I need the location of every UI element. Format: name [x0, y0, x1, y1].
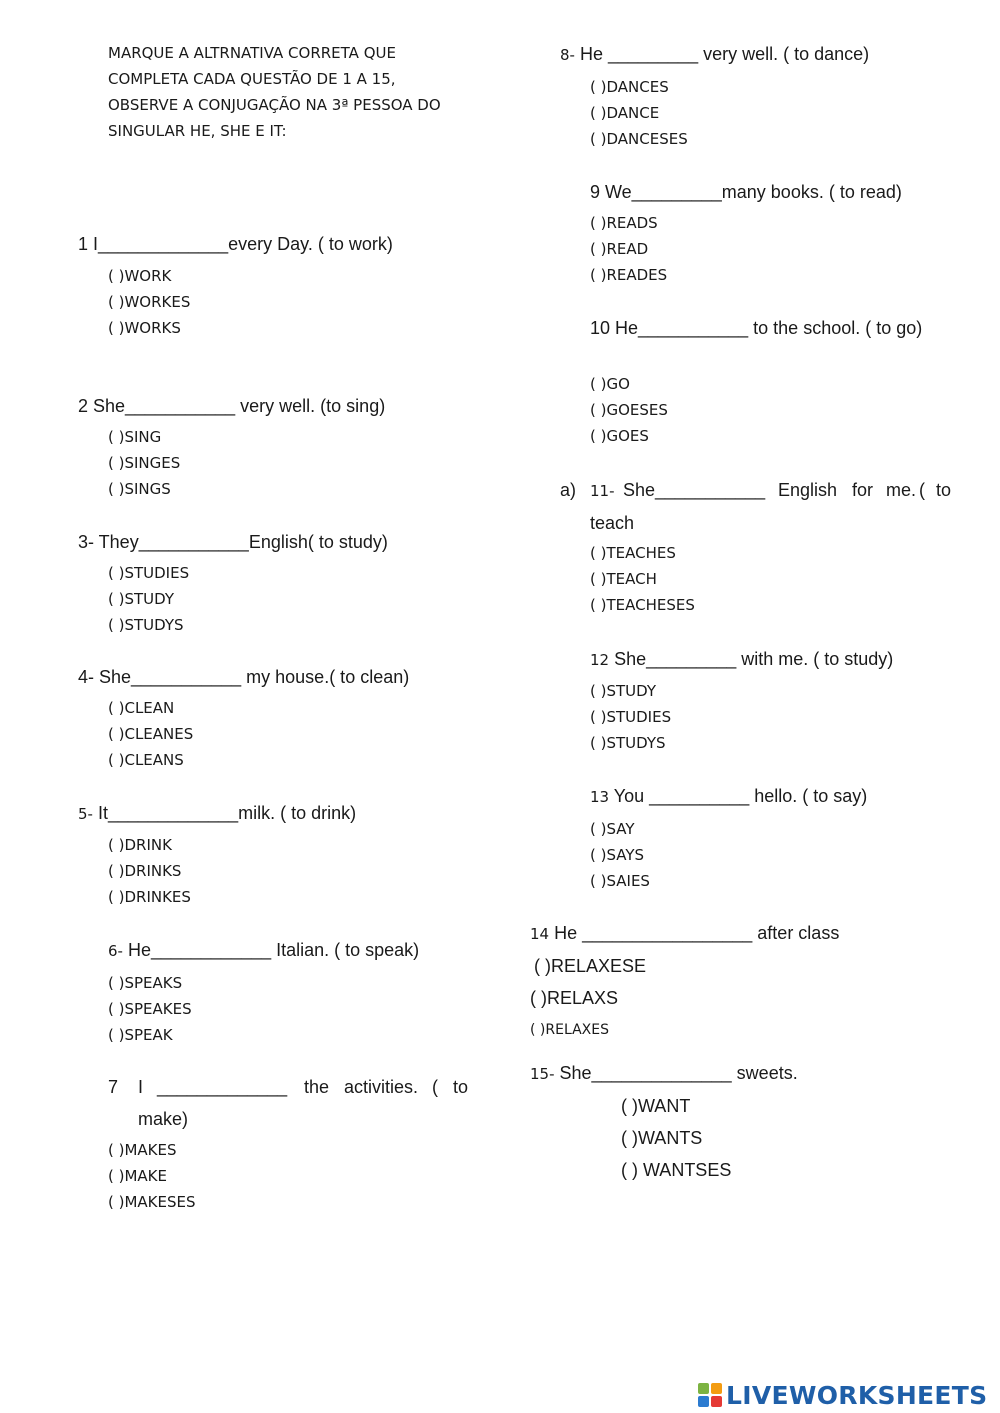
- question-11-number-text: 11-: [590, 482, 615, 500]
- question-4-option-clean[interactable]: ( )CLEAN: [108, 699, 175, 717]
- question-11-word-me: me.: [886, 480, 917, 500]
- question-15-text: [530, 1061, 798, 1086]
- question-13-option-saies[interactable]: ( )SAIES: [590, 872, 650, 890]
- question-8-option-dance[interactable]: ( )DANCE: [590, 104, 660, 122]
- question-9-option-reads[interactable]: ( )READS: [590, 214, 658, 232]
- question-7-paren: (: [432, 1077, 438, 1097]
- liveworksheets-brand-text: LIVEWORKSHEETS: [726, 1380, 988, 1410]
- question-5-text: [78, 801, 356, 826]
- question-10-option-go[interactable]: ( )GO: [590, 375, 630, 393]
- question-8-number: 8-: [560, 46, 575, 64]
- question-12-text: [590, 647, 893, 672]
- question-5-option-drinks[interactable]: ( )DRINKS: [108, 862, 182, 880]
- question-6-option-speakes[interactable]: ( )SPEAKES: [108, 1000, 192, 1018]
- question-13-sentence: You __________ hello. ( to say): [609, 786, 868, 806]
- question-13-option-says[interactable]: ( )SAYS: [590, 846, 645, 864]
- question-11-word-for: for: [852, 480, 874, 500]
- question-14-option-relaxese[interactable]: ( )RELAXESE: [534, 956, 647, 976]
- question-10-option-goes[interactable]: ( )GOES: [590, 427, 649, 445]
- question-8-sentence: He _________ very well. ( to dance): [574, 44, 870, 64]
- question-6-option-speaks[interactable]: ( )SPEAKS: [108, 974, 183, 992]
- question-13-number: 13: [590, 788, 610, 806]
- question-5-number: 5-: [78, 805, 93, 823]
- question-11-word-english: English: [778, 480, 838, 500]
- question-6-sentence: He____________ Italian. ( to speak): [122, 940, 420, 960]
- instructions-line-2: COMPLETA CADA QUESTÃO DE 1 A 15,: [108, 70, 396, 88]
- logo-square-blue: [698, 1396, 709, 1407]
- question-14-option-relaxes[interactable]: ( )RELAXES: [530, 1022, 609, 1038]
- question-15-option-want[interactable]: ( )WANT: [621, 1096, 691, 1116]
- instructions-line-1: MARQUE A ALTRNATIVA CORRETA QUE: [108, 44, 396, 62]
- question-2-option-sing[interactable]: ( )SING: [108, 428, 162, 446]
- question-1-text: 1 I_____________every Day. ( to work): [78, 234, 393, 254]
- question-1-option-work[interactable]: ( )WORK: [108, 267, 172, 285]
- question-15-sentence: She______________ sweets.: [554, 1063, 798, 1083]
- question-3-option-study[interactable]: ( )STUDY: [108, 590, 175, 608]
- instructions: [108, 40, 488, 144]
- question-8-text: [560, 42, 869, 67]
- question-3-option-studies[interactable]: ( )STUDIES: [108, 564, 190, 582]
- question-12-sentence: She_________ with me. ( to study): [609, 649, 894, 669]
- question-7-blank: _____________: [157, 1077, 288, 1097]
- question-15-option-wants[interactable]: ( )WANTS: [621, 1128, 703, 1148]
- question-14-sentence: He _________________ after class: [549, 923, 840, 943]
- question-15-option-wantses[interactable]: ( ) WANTSES: [621, 1160, 732, 1180]
- question-3-option-studys[interactable]: ( )STUDYS: [108, 616, 184, 634]
- question-7-word-activities: activities.: [344, 1077, 419, 1097]
- question-7-number: 7: [108, 1077, 119, 1097]
- question-12-option-study[interactable]: ( )STUDY: [590, 682, 657, 700]
- question-4-option-cleanes[interactable]: ( )CLEANES: [108, 725, 194, 743]
- question-6-option-speak[interactable]: ( )SPEAK: [108, 1026, 173, 1044]
- question-4-text: 4- She___________ my house.( to clean): [78, 667, 410, 687]
- question-6-text: [108, 938, 419, 963]
- question-11-blank: She___________: [623, 480, 766, 500]
- question-13-option-say[interactable]: ( )SAY: [590, 820, 635, 838]
- logo-square-orange: [711, 1383, 722, 1394]
- question-7-line-2: make): [138, 1109, 189, 1129]
- question-9-option-read[interactable]: ( )READ: [590, 240, 649, 258]
- question-11-number: [590, 478, 615, 503]
- question-10-option-goeses[interactable]: ( )GOESES: [590, 401, 668, 419]
- question-7-word-to: to: [453, 1077, 469, 1097]
- question-15-number: 15-: [530, 1065, 555, 1083]
- question-1-option-workes[interactable]: ( )WORKES: [108, 293, 191, 311]
- question-5-sentence: It_____________milk. ( to drink): [92, 803, 357, 823]
- question-9-option-reades[interactable]: ( )READES: [590, 266, 668, 284]
- question-7-word-i: I: [138, 1077, 144, 1097]
- question-7-word-the: the: [304, 1077, 330, 1097]
- question-11-line-2: teach: [590, 513, 635, 533]
- question-14-option-relaxs[interactable]: ( )RELAXS: [530, 988, 619, 1008]
- question-8-option-danceses[interactable]: ( )DANCESES: [590, 130, 688, 148]
- question-5-option-drinkes[interactable]: ( )DRINKES: [108, 888, 191, 906]
- question-7-option-make[interactable]: ( )MAKE: [108, 1167, 167, 1185]
- question-2-option-sings[interactable]: ( )SINGS: [108, 480, 171, 498]
- question-6-number: 6-: [108, 942, 123, 960]
- question-14-number: 14: [530, 925, 550, 943]
- logo-square-red: [711, 1396, 722, 1407]
- question-2-text: 2 She___________ very well. (to sing): [78, 396, 386, 416]
- question-5-option-drink[interactable]: ( )DRINK: [108, 836, 172, 854]
- question-8-option-dances[interactable]: ( )DANCES: [590, 78, 669, 96]
- instructions-line-4: SINGULAR HE, SHE E IT:: [108, 122, 287, 140]
- question-3-text: 3- They___________English( to study): [78, 532, 388, 552]
- question-12-option-studys[interactable]: ( )STUDYS: [590, 734, 666, 752]
- question-10-text: 10 He___________ to the school. ( to go): [590, 318, 923, 338]
- question-11-word-to: to: [936, 480, 952, 500]
- question-11-option-teach[interactable]: ( )TEACH: [590, 570, 657, 588]
- question-11-paren: (: [919, 480, 925, 500]
- question-13-text: [590, 784, 867, 809]
- instructions-line-3: OBSERVE A CONJUGAÇÃO NA 3ª PESSOA DO: [108, 96, 441, 114]
- question-1-option-works[interactable]: ( )WORKS: [108, 319, 181, 337]
- liveworksheets-logo-icon: [698, 1383, 722, 1407]
- question-12-number: 12: [590, 651, 610, 669]
- question-11-option-teaches[interactable]: ( )TEACHES: [590, 544, 676, 562]
- logo-square-green: [698, 1383, 709, 1394]
- question-14-text: [530, 921, 839, 946]
- liveworksheets-logo[interactable]: [698, 1378, 987, 1412]
- question-4-option-cleans[interactable]: ( )CLEANS: [108, 751, 184, 769]
- question-2-option-singes[interactable]: ( )SINGES: [108, 454, 181, 472]
- question-11-option-teacheses[interactable]: ( )TEACHESES: [590, 596, 695, 614]
- question-9-text: 9 We_________many books. ( to read): [590, 182, 902, 202]
- question-12-option-studies[interactable]: ( )STUDIES: [590, 708, 672, 726]
- question-7-option-makes[interactable]: ( )MAKES: [108, 1141, 177, 1159]
- question-7-option-makeses[interactable]: ( )MAKESES: [108, 1193, 196, 1211]
- question-11-list-marker: a): [560, 480, 577, 500]
